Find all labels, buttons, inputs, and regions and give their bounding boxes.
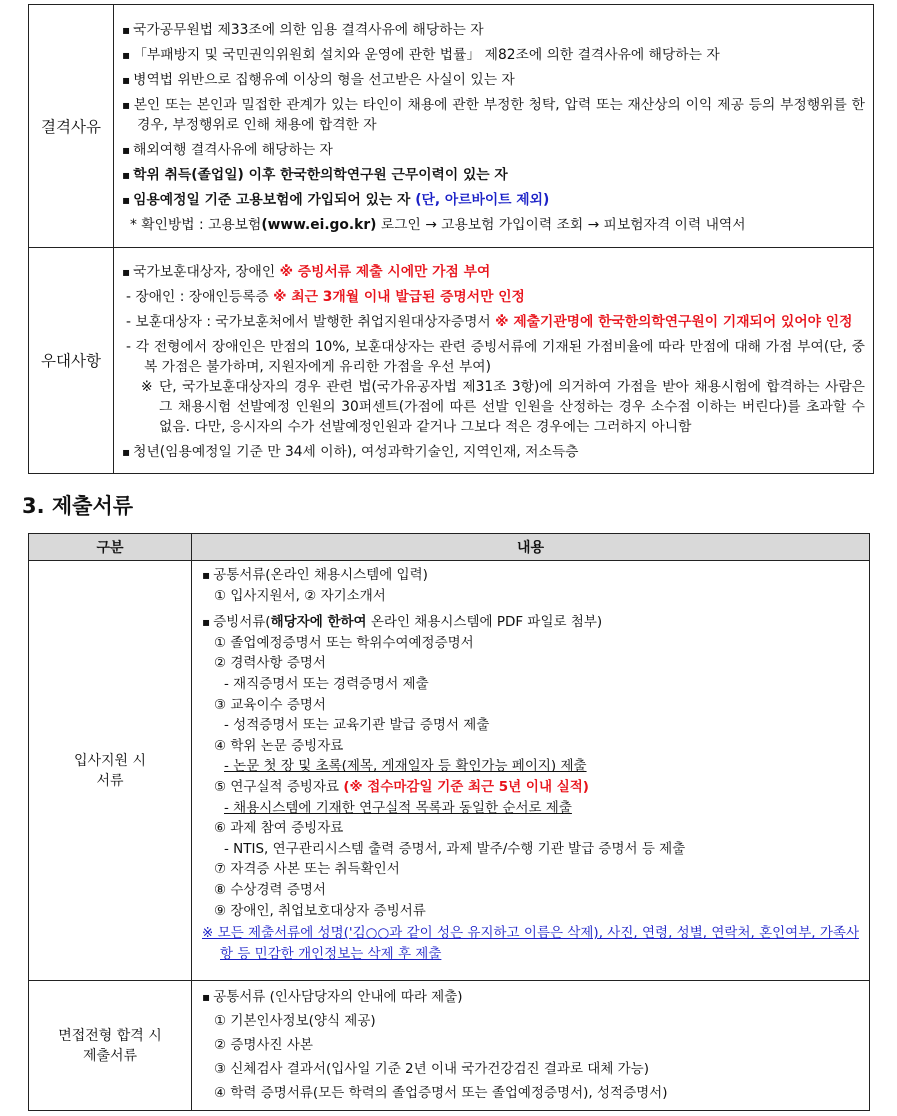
check-method xyxy=(122,215,865,235)
list-item: ③ 신체검사 결과서(입사일 기준 2년 이내 국가건강검진 결과로 대체 가능) xyxy=(214,1061,649,1078)
check-method-prefix: * 확인방법 : 고용보험 xyxy=(130,216,262,233)
disqualification-label: 결격사유 xyxy=(29,5,114,248)
list-item xyxy=(202,798,859,819)
section-title: 3. 제출서류 xyxy=(22,494,134,518)
proof-suffix: 온라인 채용시스템에 PDF 파일로 첨부) xyxy=(366,614,603,631)
application-label-line2: 서류 xyxy=(96,772,124,789)
bonus-note: ※ 단, 국가보훈대상자의 경우 관련 법(국가유공자법 제31조 3항)에 의거하여 가점을 받아 채용시험에 합격하는 사람은 그 채용시험 선발예정 인원의 30퍼센트(가점에 따른 선발 인원을 산정하는 경우 소수점 이하는 버린다)를 초과할 수 없음. 다만, 응시자의 수가 선발예정인원과 같거나 그보다 적은 경우에는 그러하지 아니함 xyxy=(141,378,865,435)
header-category: 구분 xyxy=(29,534,192,561)
item4-sub: - 논문 첫 장 및 초록(제목, 게재일자 등 확인가능 페이지) 제출 xyxy=(224,758,587,775)
list-item xyxy=(202,777,859,798)
list-item: ▪ 본인 또는 본인과 밀접한 관계가 있는 타인이 채용에 관한 부정한 청탁, 압력 또는 재산상의 이익 제공 등의 부정행위를 한 경우, 부정행위로 인해 채용에 합격한 자 xyxy=(122,95,865,135)
list-item: ▪ 청년(임용예정일 기준 만 34세 이하), 여성과학기술인, 지역인재, 저소득층 xyxy=(122,442,865,462)
list-item: ③ 교육이수 증명서 xyxy=(214,696,326,713)
list-item xyxy=(202,756,859,777)
bonus-text: - 각 전형에서 장애인은 만점의 10%, 보훈대상자는 관련 증빙서류에 기재된 가점비율에 따라 만점에 대해 가점 부여(단, 중복 가점은 불가하며, 지원자에게 유리한 가점을 우선 부여) xyxy=(126,338,865,375)
list-item: ① 기본인사정보(양식 제공) xyxy=(214,1013,376,1030)
interview-label-line2: 제출서류 xyxy=(82,1047,138,1064)
list-item xyxy=(122,262,865,282)
privacy-note: ※ 모든 제출서류에 성명('김○○과 같이 성은 유지하고 이름은 삭제), 사진, 연령, 성별, 연락처, 혼인여부, 가족사항 등 민감한 개인정보는 삭제 후 제출 xyxy=(202,925,859,962)
preference-label: 우대사항 xyxy=(29,247,114,473)
list-item: ▪ 국가공무원법 제33조에 의한 임용 결격사유에 해당하는 자 xyxy=(122,20,865,40)
check-method-suffix: 로그인 → 고용보험 가입이력 조회 → 피보험자격 이력 내역서 xyxy=(376,216,746,233)
item5-note: (※ 접수마감일 기준 최근 5년 이내 실적) xyxy=(343,778,589,795)
list-item: ② 증명사진 사본 xyxy=(214,1037,313,1054)
list-item: ⑧ 수상경력 증명서 xyxy=(214,881,326,898)
interview-label xyxy=(29,981,192,1111)
veteran-proof-text: - 보훈대상자 : 국가보훈처에서 발행한 취업지원대상자증명서 xyxy=(126,313,496,330)
list-item: ▪ 학위 취득(졸업일) 이후 한국한의학연구원 근무이력이 있는 자 xyxy=(122,165,865,185)
list-item: ② 경력사항 증명서 xyxy=(214,655,326,672)
list-item: ④ 학위 논문 증빙자료 xyxy=(214,737,344,754)
list-item: ▪ 공통서류(온라인 채용시스템에 입력) xyxy=(202,565,859,586)
list-item: ⑨ 장애인, 취업보호대상자 증빙서류 xyxy=(214,902,426,919)
application-label xyxy=(29,561,192,981)
list-item: ▪ 병역법 위반으로 집행유예 이상의 형을 선고받은 사실이 있는 자 xyxy=(122,70,865,90)
insurance-text: 임용예정일 기준 고용보험에 가입되어 있는 자 xyxy=(133,191,416,208)
list-item: ① 졸업예정증명서 또는 학위수여예정증명서 xyxy=(214,634,474,651)
documents-table xyxy=(28,533,870,1111)
list-item: ▪ 「부패방지 및 국민권익위원회 설치와 운영에 관한 법률」 제82조에 의한 결격사유에 해당하는 자 xyxy=(122,45,865,65)
disqualification-content xyxy=(114,5,874,248)
item5: ⑤ 연구실적 증빙자료 xyxy=(214,778,344,795)
list-item: ⑦ 자격증 사본 또는 취득확인서 xyxy=(214,861,400,878)
list-item: ▪ 해외여행 결격사유에 해당하는 자 xyxy=(122,140,865,160)
application-content xyxy=(192,561,870,981)
interview-content xyxy=(192,981,870,1111)
list-item: ⑥ 과제 참여 증빙자료 xyxy=(214,820,344,837)
preference-content xyxy=(114,247,874,473)
application-label-line1: 입사지원 시 xyxy=(73,752,147,769)
list-item xyxy=(122,287,865,307)
list-item: - 재직증명서 또는 경력증명서 제출 xyxy=(224,675,429,692)
list-item xyxy=(202,612,859,633)
check-url: (www.ei.go.kr) xyxy=(261,216,377,233)
list-item: ▪ 공통서류 (인사담당자의 안내에 따라 제출) xyxy=(202,985,859,1009)
proof-prefix: 증빙서류( xyxy=(213,614,271,631)
veteran-proof-note: ※ 제출기관명에 한국한의학연구원이 기재되어 있어야 인정 xyxy=(495,313,853,330)
list-item: - NTIS, 연구관리시스템 출력 증명서, 과제 발주/수행 기관 발급 증명서 등 제출 xyxy=(224,840,686,857)
proof-bold: 해당자에 한하여 xyxy=(270,614,367,631)
list-item: ① 입사지원서, ② 자기소개서 xyxy=(214,587,386,604)
item5-sub: - 채용시스템에 기재한 연구실적 목록과 동일한 순서로 제출 xyxy=(224,799,572,816)
header-content: 내용 xyxy=(192,534,870,561)
list-item: - 성적증명서 또는 교육기관 발급 증명서 제출 xyxy=(224,717,490,734)
list-item xyxy=(122,190,865,210)
insurance-note: (단, 아르바이트 제외) xyxy=(415,191,550,208)
veteran-note: ※ 증빙서류 제출 시에만 가점 부여 xyxy=(279,263,491,280)
disabled-note: ※ 최근 3개월 이내 발급된 증명서만 인정 xyxy=(273,288,525,305)
interview-label-line1: 면접전형 합격 시 xyxy=(58,1027,162,1044)
list-item xyxy=(122,312,865,332)
veteran-text: 국가보훈대상자, 장애인 xyxy=(133,263,280,280)
eligibility-table xyxy=(28,4,874,474)
list-item: ④ 학력 증명서류(모든 학력의 졸업증명서 또는 졸업예정증명서), 성적증명서) xyxy=(214,1085,668,1102)
disabled-text: - 장애인 : 장애인등록증 xyxy=(126,288,274,305)
